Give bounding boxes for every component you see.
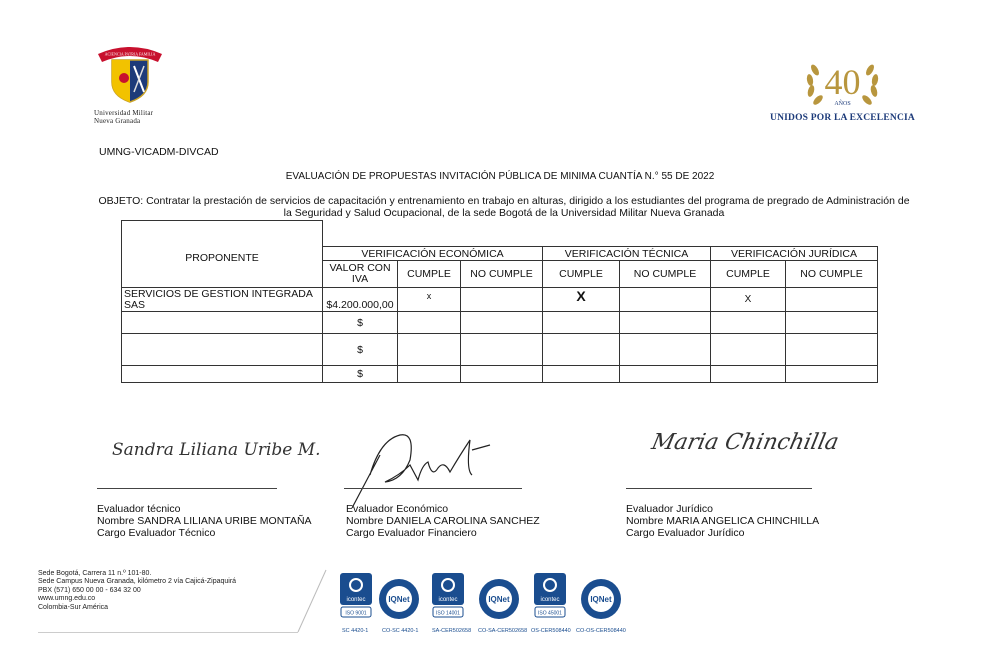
cert-iqnet (580, 578, 622, 625)
crest-banner-text: ACIENCIA PATRIA FAMILIA (104, 51, 156, 57)
cell-tec-no (620, 288, 711, 312)
cert-icontec-45001 (534, 573, 566, 628)
signature-block-tecnico (97, 503, 312, 539)
cell-proponente: SERVICIOS DE GESTION INTEGRADA SAS (122, 288, 323, 312)
group-header-economica: VERIFICACIÓN ECONÓMICA (323, 247, 543, 261)
cell-tec-no (620, 312, 711, 334)
cert-label: icontec (438, 597, 458, 603)
table-row (122, 312, 878, 334)
signature-line-tecnico (97, 488, 277, 489)
cell-tec-cumple (543, 334, 620, 366)
cell-tec-cumple: X (543, 288, 620, 312)
anniversary-slogan: UNIDOS POR LA EXCELENCIA (770, 113, 915, 123)
subheader-tec-no-cumple: NO CUMPLE (620, 261, 711, 288)
signature-line-economico (344, 488, 522, 489)
university-crest-icon (94, 42, 166, 104)
signature-cargo: Cargo Evaluador Jurídico (626, 527, 745, 539)
subheader-eco-cumple: CUMPLE (398, 261, 461, 288)
cell-valor: $ (323, 312, 398, 334)
cell-valor: $ (323, 334, 398, 366)
anniversary-logo (770, 58, 915, 124)
document-code: UMNG-VICADM-DIVCAD (99, 146, 219, 158)
cert-label: icontec (540, 597, 560, 603)
icontec-seal-icon (432, 573, 464, 623)
cell-jur-cumple: X (711, 288, 786, 312)
icontec-seal-icon (340, 573, 372, 623)
subheader-eco-no-cumple: NO CUMPLE (461, 261, 543, 288)
cell-proponente (122, 312, 323, 334)
cell-valor: $ (323, 366, 398, 383)
cell-eco-no (461, 366, 543, 383)
cell-eco-cumple (398, 366, 461, 383)
cert-label: IQNet (488, 595, 510, 604)
cert-label: icontec (346, 597, 366, 603)
subheader-valor-con-iva: VALOR CON IVA (323, 261, 398, 288)
header-spacer (323, 221, 878, 247)
cert-code: CO-OS-CER508440 (576, 628, 626, 634)
university-name-line2: Nueva Granada (94, 117, 141, 125)
cert-iqnet (478, 578, 520, 625)
cell-jur-no (786, 288, 878, 312)
handwritten-signature-tecnico: Sandra Liliana Uribe M. (112, 440, 321, 460)
table-row (122, 366, 878, 383)
footer-divider-icon (290, 568, 330, 638)
cert-icontec-9001 (340, 573, 372, 628)
cert-code: CO-SC 4420-1 (382, 628, 419, 634)
document-title: EVALUACIÓN DE PROPUESTAS INVITACIÓN PÚBLICA DE MINIMA CUANTÍA N.° 55 DE 2022 (285, 171, 715, 182)
cell-proponente (122, 334, 323, 366)
footer-website: www.umng.edu.co (38, 595, 96, 603)
group-header-tecnica: VERIFICACIÓN TÉCNICA (543, 247, 711, 261)
signature-role: Evaluador Jurídico (626, 503, 713, 515)
table-row (122, 288, 878, 312)
group-header-juridica: VERIFICACIÓN JURÍDICA (711, 247, 878, 261)
cell-tec-no (620, 366, 711, 383)
cert-code: SC 4420-1 (342, 628, 369, 634)
signature-name: Nombre MARIA ANGELICA CHINCHILLA (626, 515, 820, 527)
cell-eco-no (461, 288, 543, 312)
cell-eco-cumple (398, 312, 461, 334)
cert-code: OS-CER508440 (531, 628, 571, 634)
cert-label: IQNet (388, 595, 410, 604)
cell-eco-no (461, 312, 543, 334)
iqnet-seal-icon (580, 578, 622, 620)
icontec-seal-icon (534, 573, 566, 623)
cell-eco-cumple (398, 334, 461, 366)
subheader-jur-cumple: CUMPLE (711, 261, 786, 288)
signature-name: Nombre SANDRA LILIANA URIBE MONTAÑA (97, 515, 312, 527)
cell-jur-cumple (711, 366, 786, 383)
footer-address-line: Sede Bogotá, Carrera 11 n.º 101-80. (38, 570, 152, 577)
subheader-jur-no-cumple: NO CUMPLE (786, 261, 878, 288)
table-row (122, 334, 878, 366)
cell-jur-cumple (711, 334, 786, 366)
signature-block-economico (346, 503, 540, 539)
signature-line-juridico (626, 488, 812, 489)
subheader-tec-cumple: CUMPLE (543, 261, 620, 288)
cell-jur-cumple (711, 312, 786, 334)
cell-jur-no (786, 312, 878, 334)
signature-role: Evaluador técnico (97, 503, 181, 515)
proponente-header: PROPONENTE (122, 221, 323, 288)
university-logo (94, 42, 166, 125)
footer-address-line: Colombia-Sur América (38, 603, 109, 611)
cell-jur-no (786, 366, 878, 383)
cell-eco-cumple: x (398, 288, 461, 312)
anniversary-years-word: AÑOS (834, 101, 851, 107)
cert-code: CO-SA-CER502658 (478, 628, 528, 634)
footer-rule (38, 632, 298, 633)
handwritten-signature-juridico: Maria Chinchilla (649, 430, 841, 455)
university-name-line1: Universidad Militar (94, 109, 154, 117)
cell-eco-no (461, 334, 543, 366)
cell-tec-no (620, 334, 711, 366)
signature-cargo: Cargo Evaluador Técnico (97, 527, 216, 539)
iqnet-seal-icon (478, 578, 520, 620)
signature-cargo: Cargo Evaluador Financiero (346, 527, 477, 539)
footer-address (38, 570, 236, 612)
anniversary-number: 40 (824, 62, 861, 102)
footer-address-line: Sede Campus Nueva Granada, kilómetro 2 vía Cajicá-Zipaquirá (38, 578, 237, 586)
document-objeto: OBJETO: Contratar la prestación de servicios de capacitación y entrenamiento en trabajo en alturas, dirigido a los estudiantes del programa de pregrado de Administración de la Seguridad y Salud Ocupacional, de la sede Bogotá de la Universidad Militar Nueva Granada (98, 195, 910, 219)
iqnet-seal-icon (378, 578, 420, 620)
cert-code: SA-CER502658 (432, 628, 472, 634)
cell-jur-no (786, 334, 878, 366)
evaluation-table (121, 220, 878, 383)
cell-tec-cumple (543, 366, 620, 383)
cert-icontec-14001 (432, 573, 464, 628)
cell-tec-cumple (543, 312, 620, 334)
cert-iso: ISO 14001 (436, 610, 460, 617)
cell-proponente (122, 366, 323, 383)
cert-iso: ISO 9001 (345, 610, 367, 617)
cell-valor: $4.200.000,00 (323, 288, 398, 312)
footer-address-line: PBX (571) 650 00 00 - 634 32 00 (38, 586, 141, 594)
signature-economico-icon (340, 420, 510, 510)
laurel-40-icon (770, 58, 915, 108)
cert-iqnet (378, 578, 420, 625)
signature-block-juridico (626, 503, 819, 539)
cert-iso: ISO 45001 (538, 610, 562, 617)
cert-label: IQNet (590, 595, 612, 604)
signature-role: Evaluador Económico (346, 503, 449, 515)
signature-name: Nombre DANIELA CAROLINA SANCHEZ (346, 515, 540, 527)
